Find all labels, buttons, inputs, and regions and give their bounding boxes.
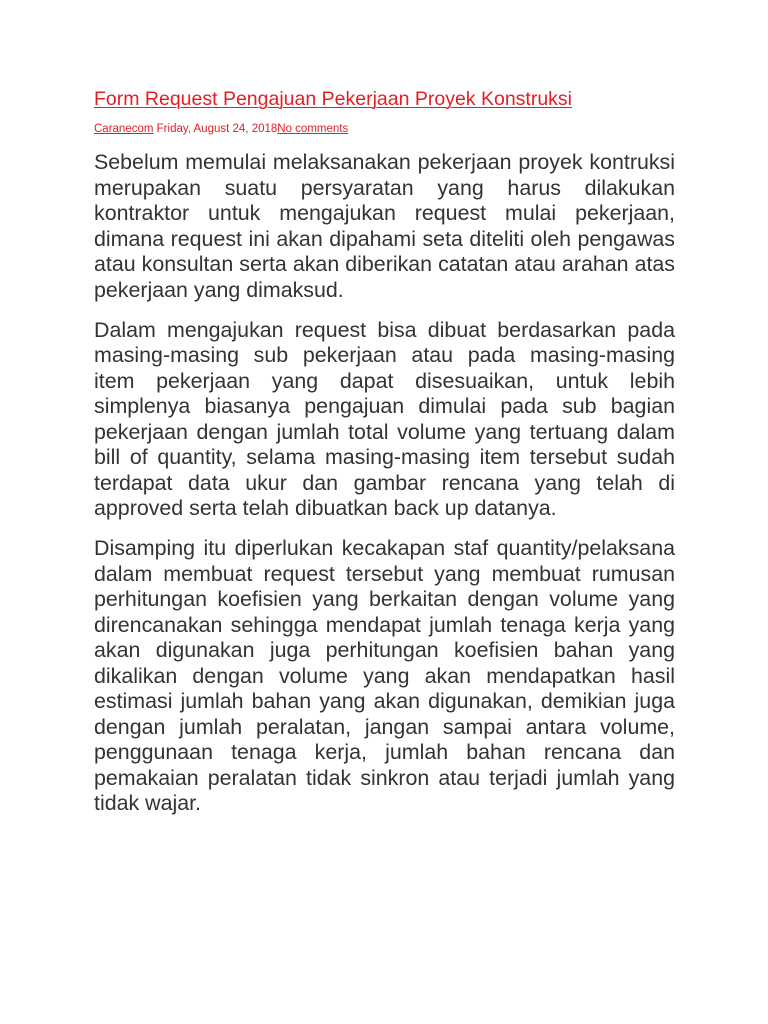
paragraph: Disamping itu diperlukan kecakapan staf quantity/pelaksana dalam membuat request tersebut yang membuat rumusan perhitungan koefisien yang berkaitan dengan volume yang direncanakan sehingga mendapat jumlah tenaga kerja yang akan digunakan juga perhitungan koefisien bahan yang dikalikan dengan volume yang akan mendapatkan hasil estimasi jumlah bahan yang akan digunakan, demikian juga dengan jumlah peralatan, jangan sampai antara volume, penggunaan tenaga kerja, jumlah bahan rencana dan pemakaian peralatan tidak sinkron atau terjadi jumlah yang tidak wajar. (94, 536, 675, 815)
author-link[interactable]: Caranecom (94, 123, 154, 135)
post-meta (94, 122, 675, 136)
post-date: Friday, August 24, 2018 (156, 123, 278, 135)
post-title-link[interactable]: Form Request Pengajuan Pekerjaan Proyek Konstruksi (94, 88, 572, 110)
comments-link[interactable]: No comments (277, 123, 349, 135)
paragraph: Dalam mengajukan request bisa dibuat berdasarkan pada masing-masing sub pekerjaan atau pada masing-masing item pekerjaan yang dapat disesuaikan, untuk lebih simplenya biasanya pengajuan dimulai pada sub bagian pekerjaan dengan jumlah total volume yang tertuang dalam bill of quantity, selama masing-masing item tersebut sudah terdapat data ukur dan gambar rencana yang telah di approved serta telah dibuatkan back up datanya. (94, 317, 675, 520)
post-body (94, 150, 675, 817)
document-page (94, 86, 675, 831)
paragraph: Sebelum memulai melaksanakan pekerjaan proyek kontruksi merupakan suatu persyaratan yang harus dilakukan kontraktor untuk mengajukan request mulai pekerjaan, dimana request ini akan dipahami seta diteliti oleh pengawas atau konsultan serta akan diberikan catatan atau arahan atas pekerjaan yang dimaksud. (94, 150, 675, 302)
